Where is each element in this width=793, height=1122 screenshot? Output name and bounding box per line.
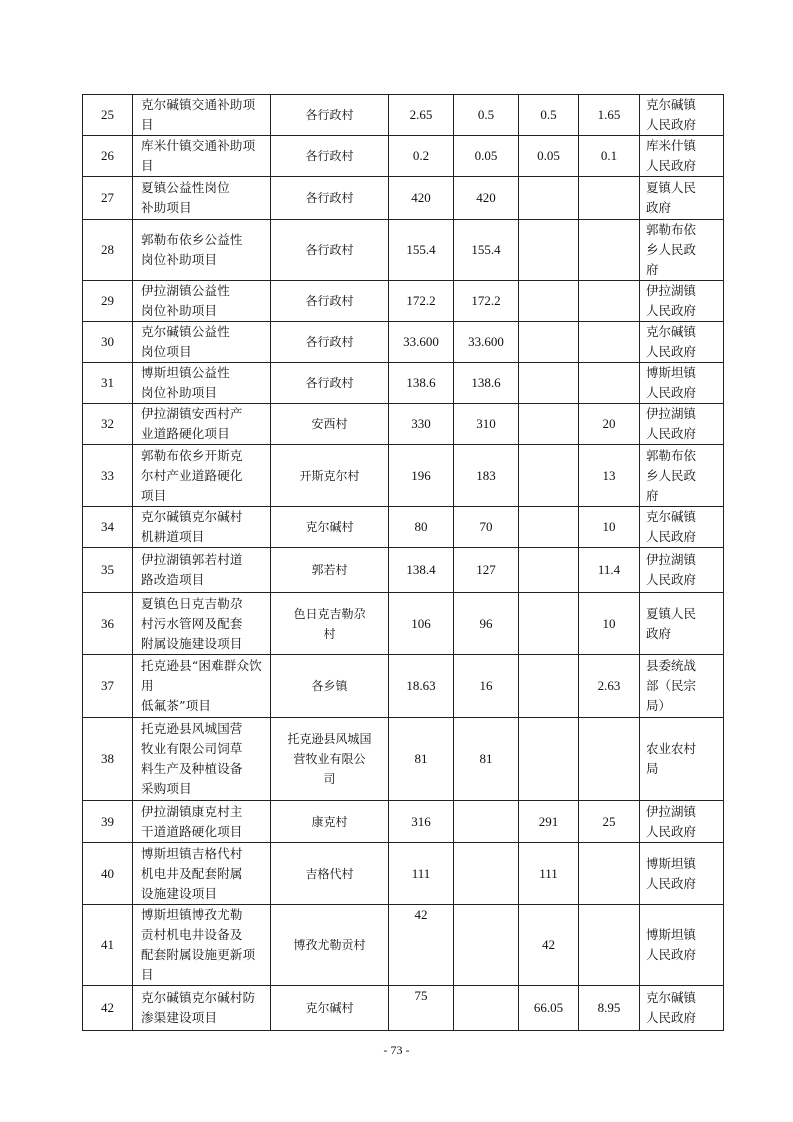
- line: 伊拉湖镇公益性: [141, 283, 230, 298]
- line: 博斯坦镇: [646, 365, 697, 380]
- responsible-unit: [640, 548, 724, 593]
- line: 人民政府: [646, 426, 697, 441]
- table-row: [83, 905, 724, 986]
- fund-amount-1: 172.2: [454, 281, 519, 322]
- line: 目: [141, 117, 154, 132]
- project-location: 吉格代村: [271, 843, 389, 905]
- row-number: 25: [83, 95, 133, 136]
- line: 托克逊县风城国: [287, 732, 372, 746]
- table-row: [83, 548, 724, 593]
- line: 业道路硬化项目: [141, 426, 230, 441]
- line: 农业农村: [646, 741, 697, 756]
- fund-amount-3: [579, 322, 640, 363]
- line: 设施建设项目: [141, 885, 218, 901]
- fund-amount-2: 42: [519, 905, 579, 986]
- fund-amount-2: [519, 445, 579, 507]
- fund-amount-3: [579, 220, 640, 281]
- project-location: 各行政村: [271, 136, 389, 177]
- project-location: 各行政村: [271, 322, 389, 363]
- fund-amount-2: [519, 281, 579, 322]
- fund-amount-3: [579, 281, 640, 322]
- line: 路改造项目: [141, 572, 205, 587]
- total-amount: 138.6: [389, 363, 454, 404]
- line: 村: [323, 626, 336, 641]
- line: 夏镇人民: [646, 180, 697, 195]
- fund-amount-1: 183: [454, 445, 519, 507]
- table-row: [83, 220, 724, 281]
- responsible-unit: [640, 136, 724, 177]
- row-number: 33: [83, 445, 133, 507]
- line: 岗位补助项目: [141, 252, 218, 267]
- project-location: 安西村: [271, 404, 389, 445]
- fund-amount-3: [579, 177, 640, 220]
- fund-amount-1: [454, 986, 519, 1031]
- page-number: - 73 -: [383, 1043, 410, 1057]
- total-amount: 330: [389, 404, 454, 445]
- fund-amount-1: 81: [454, 718, 519, 801]
- total-amount: 316: [389, 801, 454, 843]
- fund-amount-3: 1.65: [579, 95, 640, 136]
- fund-amount-3: [579, 843, 640, 905]
- table-row: [83, 281, 724, 322]
- project-name: [133, 986, 271, 1031]
- line: 夏镇人民: [646, 605, 697, 621]
- fund-amount-3: 10: [579, 593, 640, 655]
- fund-amount-2: [519, 220, 579, 281]
- line: 贡村机电井设备及: [141, 927, 243, 942]
- line: 部（民宗: [646, 678, 697, 693]
- line: 人民政府: [646, 823, 697, 839]
- row-number: 34: [83, 507, 133, 548]
- project-location: [271, 593, 389, 655]
- line: 采购项目: [141, 781, 192, 796]
- line: 附属设施建设项目: [141, 635, 243, 651]
- responsible-unit: [640, 95, 724, 136]
- line: 料生产及种植设备: [141, 761, 243, 776]
- fund-amount-1: 96: [454, 593, 519, 655]
- total-amount: 2.65: [389, 95, 454, 136]
- project-name: [133, 507, 271, 548]
- fund-amount-2: 111: [519, 843, 579, 905]
- row-number: 37: [83, 655, 133, 718]
- line: 伊拉湖镇安西村产: [141, 406, 243, 421]
- line: 克尔碱镇: [646, 97, 697, 112]
- fund-amount-3: [579, 905, 640, 986]
- line: 牧业有限公司饲草: [141, 741, 243, 756]
- line: 府: [646, 487, 659, 503]
- total-amount: 0.2: [389, 136, 454, 177]
- line: 伊拉湖镇: [646, 552, 697, 567]
- line: 乡人民政: [646, 242, 697, 257]
- line: 博斯坦镇博孜尤勒: [141, 907, 243, 922]
- line: 夏镇色日克吉勒尕: [141, 595, 243, 611]
- fund-amount-1: [454, 801, 519, 843]
- fund-amount-2: [519, 177, 579, 220]
- project-name: [133, 95, 271, 136]
- row-number: 39: [83, 801, 133, 843]
- line: 色日克吉勒尕: [293, 606, 366, 621]
- line: 伊拉湖镇: [646, 283, 697, 298]
- row-number: 38: [83, 718, 133, 801]
- table-row: [83, 322, 724, 363]
- line: 克尔碱镇交通补助项: [141, 97, 256, 112]
- project-location: 克尔碱村: [271, 986, 389, 1031]
- row-number: 29: [83, 281, 133, 322]
- line: 库米什镇: [646, 138, 697, 153]
- table-row: [83, 95, 724, 136]
- line: 项目: [141, 487, 167, 503]
- fund-amount-2: 0.5: [519, 95, 579, 136]
- project-name: [133, 905, 271, 986]
- fund-amount-3: 11.4: [579, 548, 640, 593]
- table-row: [83, 445, 724, 507]
- responsible-unit: [640, 177, 724, 220]
- line: 郭勒布依乡开斯克: [141, 447, 243, 463]
- fund-amount-2: 66.05: [519, 986, 579, 1031]
- line: 人民政府: [646, 158, 697, 173]
- line: 托克逊县“困难群众饮用: [141, 658, 262, 693]
- responsible-unit: [640, 843, 724, 905]
- table-row: [83, 177, 724, 220]
- project-location: 各行政村: [271, 220, 389, 281]
- fund-amount-2: [519, 593, 579, 655]
- responsible-unit: [640, 404, 724, 445]
- row-number: 32: [83, 404, 133, 445]
- total-amount: 420: [389, 177, 454, 220]
- line: 克尔碱镇: [646, 324, 697, 339]
- total-amount: 33.600: [389, 322, 454, 363]
- table-row: [83, 593, 724, 655]
- responsible-unit: [640, 281, 724, 322]
- line: 伊拉湖镇: [646, 803, 697, 819]
- project-name: [133, 363, 271, 404]
- line: 人民政府: [646, 117, 697, 132]
- fund-amount-3: 25: [579, 801, 640, 843]
- line: 库米什镇交通补助项: [141, 138, 256, 153]
- project-name: [133, 136, 271, 177]
- line: 渗渠建设项目: [141, 1010, 218, 1025]
- table-row: [83, 363, 724, 404]
- total-amount: 138.4: [389, 548, 454, 593]
- line: 伊拉湖镇: [646, 406, 697, 421]
- line: 司: [323, 772, 336, 786]
- fund-amount-1: 0.05: [454, 136, 519, 177]
- total-amount: 42: [389, 905, 454, 986]
- line: 人民政府: [646, 385, 697, 400]
- project-name: [133, 655, 271, 718]
- line: 政府: [646, 200, 672, 215]
- project-name: [133, 801, 271, 843]
- fund-amount-3: 13: [579, 445, 640, 507]
- line: 人民政府: [646, 1010, 697, 1025]
- total-amount: 80: [389, 507, 454, 548]
- line: 克尔碱镇: [646, 990, 697, 1005]
- fund-amount-1: 155.4: [454, 220, 519, 281]
- line: 机耕道项目: [141, 529, 205, 544]
- fund-amount-2: 291: [519, 801, 579, 843]
- project-table: [82, 94, 724, 1031]
- line: 人民政府: [646, 947, 697, 962]
- table-row: [83, 801, 724, 843]
- line: 伊拉湖镇康克村主: [141, 803, 243, 819]
- line: 克尔碱镇: [646, 509, 697, 524]
- row-number: 30: [83, 322, 133, 363]
- total-amount: 155.4: [389, 220, 454, 281]
- fund-amount-2: [519, 322, 579, 363]
- responsible-unit: [640, 718, 724, 801]
- line: 人民政府: [646, 529, 697, 544]
- fund-amount-1: 70: [454, 507, 519, 548]
- line: 岗位补助项目: [141, 385, 218, 400]
- line: 克尔碱镇克尔碱村防: [141, 990, 256, 1005]
- line: 人民政府: [646, 303, 697, 318]
- line: 博斯坦镇吉格代村: [141, 845, 243, 861]
- fund-amount-2: 0.05: [519, 136, 579, 177]
- project-name: [133, 718, 271, 801]
- line: 博斯坦镇: [646, 927, 697, 942]
- responsible-unit: [640, 507, 724, 548]
- fund-amount-1: [454, 905, 519, 986]
- fund-amount-3: 10: [579, 507, 640, 548]
- responsible-unit: [640, 655, 724, 718]
- fund-amount-3: 8.95: [579, 986, 640, 1031]
- project-location: 各行政村: [271, 281, 389, 322]
- total-amount: 106: [389, 593, 454, 655]
- row-number: 36: [83, 593, 133, 655]
- fund-amount-1: 16: [454, 655, 519, 718]
- line: 郭勒布依: [646, 222, 697, 237]
- line: 局: [646, 761, 659, 776]
- total-amount: 196: [389, 445, 454, 507]
- line: 克尔碱镇公益性: [141, 324, 230, 339]
- table-row: [83, 718, 724, 801]
- responsible-unit: [640, 905, 724, 986]
- line: 人民政府: [646, 344, 697, 359]
- project-name: [133, 445, 271, 507]
- fund-amount-2: [519, 507, 579, 548]
- project-name: [133, 281, 271, 322]
- fund-amount-2: [519, 718, 579, 801]
- fund-amount-3: [579, 363, 640, 404]
- row-number: 27: [83, 177, 133, 220]
- total-amount: 172.2: [389, 281, 454, 322]
- fund-amount-2: [519, 404, 579, 445]
- project-location: 各行政村: [271, 95, 389, 136]
- line: 岗位项目: [141, 344, 192, 359]
- fund-amount-2: [519, 548, 579, 593]
- responsible-unit: [640, 363, 724, 404]
- table-row: [83, 986, 724, 1031]
- table-row: [83, 136, 724, 177]
- line: 目: [141, 158, 154, 173]
- line: 托克逊县风城国营: [141, 721, 243, 736]
- responsible-unit: [640, 593, 724, 655]
- line: 克尔碱镇克尔碱村: [141, 509, 243, 524]
- line: 博斯坦镇公益性: [141, 365, 230, 380]
- line: 博斯坦镇: [646, 855, 697, 871]
- line: 岗位补助项目: [141, 303, 218, 318]
- line: 配套附属设施更新项目: [141, 947, 256, 982]
- line: 局）: [646, 698, 672, 713]
- project-name: [133, 322, 271, 363]
- total-amount: 81: [389, 718, 454, 801]
- line: 人民政府: [646, 572, 697, 587]
- project-location: 各行政村: [271, 363, 389, 404]
- responsible-unit: [640, 445, 724, 507]
- fund-amount-1: 127: [454, 548, 519, 593]
- project-location: 博孜尤勒贡村: [271, 905, 389, 986]
- table-row: [83, 843, 724, 905]
- line: 村污水管网及配套: [141, 615, 243, 631]
- total-amount: 75: [389, 986, 454, 1031]
- row-number: 28: [83, 220, 133, 281]
- line: 补助项目: [141, 200, 192, 215]
- line: 尔村产业道路硬化: [141, 467, 243, 483]
- fund-amount-2: [519, 655, 579, 718]
- fund-amount-1: 310: [454, 404, 519, 445]
- line: 营牧业有限公: [293, 752, 366, 766]
- project-name: [133, 404, 271, 445]
- fund-amount-1: 33.600: [454, 322, 519, 363]
- line: 府: [646, 262, 659, 277]
- line: 县委统战: [646, 658, 697, 673]
- table-row: [83, 404, 724, 445]
- fund-amount-3: 20: [579, 404, 640, 445]
- project-name: [133, 593, 271, 655]
- project-location: 各行政村: [271, 177, 389, 220]
- project-location: 郭若村: [271, 548, 389, 593]
- line: 低氟茶”项目: [141, 698, 212, 713]
- line: 郭勒布依乡公益性: [141, 232, 243, 247]
- project-location: 各乡镇: [271, 655, 389, 718]
- responsible-unit: [640, 220, 724, 281]
- table-row: [83, 507, 724, 548]
- line: 人民政府: [646, 875, 697, 891]
- fund-amount-1: 138.6: [454, 363, 519, 404]
- project-name: [133, 177, 271, 220]
- row-number: 40: [83, 843, 133, 905]
- project-location: 克尔碱村: [271, 507, 389, 548]
- fund-amount-3: [579, 718, 640, 801]
- line: 机电井及配套附属: [141, 865, 243, 881]
- fund-amount-3: 2.63: [579, 655, 640, 718]
- row-number: 26: [83, 136, 133, 177]
- fund-amount-2: [519, 363, 579, 404]
- row-number: 31: [83, 363, 133, 404]
- fund-amount-1: 0.5: [454, 95, 519, 136]
- fund-amount-3: 0.1: [579, 136, 640, 177]
- row-number: 42: [83, 986, 133, 1031]
- project-name: [133, 220, 271, 281]
- table-row: [83, 655, 724, 718]
- project-name: [133, 548, 271, 593]
- total-amount: 18.63: [389, 655, 454, 718]
- project-location: 开斯克尔村: [271, 445, 389, 507]
- line: 伊拉湖镇郭若村道: [141, 552, 243, 567]
- project-location: [271, 718, 389, 801]
- total-amount: 111: [389, 843, 454, 905]
- row-number: 35: [83, 548, 133, 593]
- responsible-unit: [640, 801, 724, 843]
- line: 乡人民政: [646, 467, 697, 483]
- responsible-unit: [640, 986, 724, 1031]
- fund-amount-1: 420: [454, 177, 519, 220]
- line: 政府: [646, 625, 672, 641]
- row-number: 41: [83, 905, 133, 986]
- fund-amount-1: [454, 843, 519, 905]
- project-name: [133, 843, 271, 905]
- table-body: [83, 95, 724, 1031]
- line: 干道道路硬化项目: [141, 823, 243, 839]
- responsible-unit: [640, 322, 724, 363]
- line: 郭勒布依: [646, 447, 697, 463]
- project-location: 康克村: [271, 801, 389, 843]
- line: 夏镇公益性岗位: [141, 180, 230, 195]
